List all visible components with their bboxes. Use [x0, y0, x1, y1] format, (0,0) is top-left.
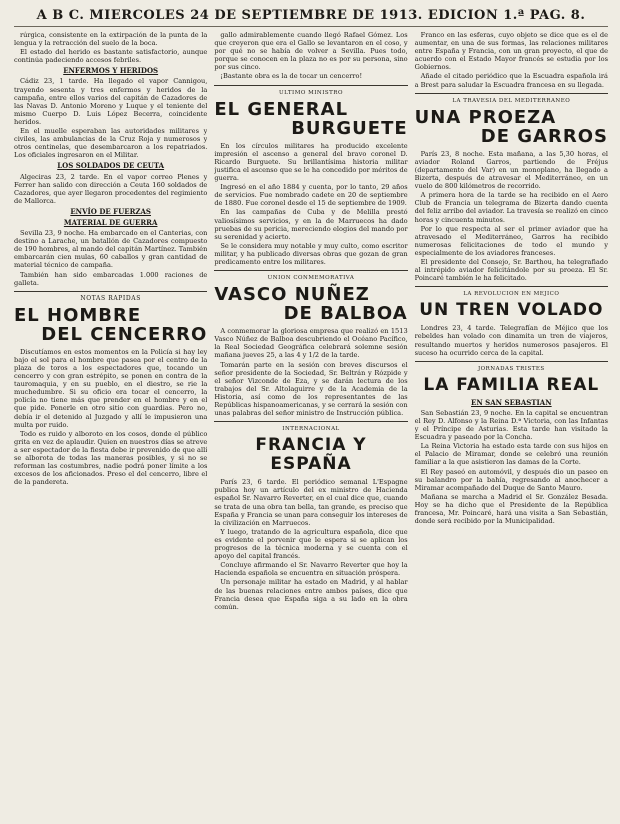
article-text: Por lo que respecta al ser el primer aviador que ha atravesado el Mediterráneo, Garros ha recibido numerosas felicitaciones de todo el mundo y especialmente de los aviadores franceses.: [414, 224, 608, 257]
article-text: rúrgica, consistente en la extirpación de la punta de la lengua y la retracción del suelo de la boca.: [14, 31, 208, 48]
article-text: Londres 23, 4 tarde. Telegrafían de Méjico que los rebeldes han volado con dinamita un tren de viajeros, resultando muertos y heridos numerosos pasajeros. El suceso ha ocurrido cerca de la capital.: [414, 324, 608, 357]
headline-vasco: [214, 285, 407, 323]
headline-francia: FRANCIA Y ESPAÑA: [255, 435, 367, 475]
column-1: [14, 31, 207, 821]
headline-general: [214, 100, 407, 138]
section-label: UNION CONMEMORATIVA: [267, 275, 355, 282]
section-subheading: MATERIAL DE GUERRA: [63, 217, 158, 227]
article-text: Discutíamos en estos momentos en la Policía si hay ley bajo el sol para el hombre que pasea por el centro de la plaza de toros a los espectadores que, tocando un cencerro y con gran estrépito, se ponen en contra de la tauromaquia, y en su pueblo, en el diestro, se rie la muchedumbre. Si su oficio era tocar el cencerro, la policía no tiene más que prender en el hombre y en el que pide. Ponerle en otro sitio con guardias. Pero no, debía ir el detenido al Juzgado y allí le impusieron una multa por ruido.: [14, 347, 208, 429]
section-label: LA REVOLUCION EN MEJICO: [463, 291, 560, 298]
article-text: París 23, 8 noche. Esta mañana, a las 5,30 horas, el aviador Roland Garros, partiendo de Fréjus (departamento del Var) en un monoplano, ha llegado a Bizerta, después de atravesar el Mediterráneo, en un vuelo de 800 kilómetros de recorrido.: [414, 149, 608, 191]
divider: [415, 286, 608, 287]
article-text: Concluye afirmando el Sr. Navarro Reverter que hoy la Hacienda española se encuentra en situación próspera.: [214, 561, 408, 578]
article-text: Franco en las esferas, cuyo objeto se dice que es el de aumentar, en una de sus formas, las relaciones militares entre España y Francia, con un gran proyecto, el que de acuerdo con el Estado Mayor francés se estudia por los Gobiernos.: [414, 31, 608, 72]
article-text: Ingresó en el año 1884 y cuenta, por lo tanto, 29 años de servicios. Fue nombrado cadete en 20 de septiembre de 1880. Fue coronel desde el 15 de septiembre de 1909.: [214, 183, 408, 208]
article-text: San Sebastián 23, 9 noche. En la capital se encuentran el Rey D. Alfonso y la Reina D.ª Victoria, con las Infantas y el Príncipe de Asturias. Esta tarde han visitado la Escuadra y paseado por la Concha.: [414, 408, 608, 442]
divider: [214, 270, 407, 271]
section-heading: LOS SOLDADOS DE CEUTA: [57, 161, 165, 171]
article-text: Y luego, tratando de la agricultura española, dice que es evidente el porvenir que le espera si se aplican los progresos de la técnica moderna y se cuenta con el apoyo del capital francés.: [214, 527, 408, 561]
section-label: INTERNACIONAL: [282, 426, 340, 433]
headline-hombre: [14, 306, 207, 344]
article-text: Cádiz 23, 1 tarde. Ha llegado el vapor Cannigou, trayendo sesenta y tres enfermos y heridos de la campaña, entre ellos varios del capitán de Cazadores de las Navas D. Antonio Moreno y Luque y el teniente del mismo Cuerpo D. Luis López Becerra, coincidente heridos.: [14, 77, 208, 126]
divider: [14, 291, 207, 292]
headline-line: UNA PROEZA: [414, 106, 557, 128]
headline-line: DE GARROS: [480, 125, 608, 147]
article-text: El presidente del Consejo, Sr. Barthou, ha telegrafiado al intrépido aviador felicitándole por su proeza. El Sr. Poincaré también le ha felicitado.: [414, 257, 608, 283]
article-text: También han sido embarcadas 1.000 raciones de galleta.: [14, 270, 208, 287]
article-text: En las campañas de Cuba y de Melilla prestó valiosísimos servicios, y en la de Marruecos ha dado pruebas de su pericia, mereciendo elogios del mando por su serenidad y acierto.: [214, 208, 408, 241]
section-label: ULTIMO MINISTRO: [279, 89, 343, 96]
headline-line: BURGUETE: [291, 117, 408, 139]
section-label: JORNADAS TRISTES: [477, 365, 545, 372]
section-subheading: EN SAN SEBASTIAN: [471, 397, 552, 407]
column-2: [214, 31, 407, 821]
page-masthead: A B C. MIERCOLES 24 DE SEPTIEMBRE DE 1913. EDICION 1.ª PAG. 8.: [14, 6, 608, 27]
article-quote: ¡Bastante obra es la de tocar un cencerro!: [220, 72, 363, 81]
article-text: Mañana se marcha a Madrid el Sr. González Besada. Hoy se ha dicho que el Presidente de la República francesa, Mr. Poincaré, hará una visita a San Sebastián, donde será recibido por la Municipalidad.: [414, 492, 608, 526]
column-3: [415, 31, 608, 821]
article-text: En el muelle esperaban las autoridades militares y civiles, las ambulancias de la Cruz Roja y numerosos y otros centinelas, que desembarcaron a los repatriados. Los oficiales ingresaron en el Militar.: [14, 127, 208, 160]
columns: [14, 31, 608, 821]
headline-proeza: [415, 108, 608, 146]
divider: [415, 93, 608, 94]
headline-tren: UN TREN VOLADO: [419, 300, 604, 321]
article-text: A conmemorar la gloriosa empresa que realizó en 1513 Vasco Núñez de Balboa descubriendo el Océano Pacífico, la Real Sociedad Geográfica celebrará solemne sesión mañana jueves 25, a las 4 y 1/2 de la tarde.: [214, 327, 408, 360]
headline-line: EL GENERAL: [214, 98, 349, 120]
section-label: LA TRAVESIA DEL MEDITERRANEO: [452, 97, 571, 104]
article-text: Sevilla 23, 9 noche. Ha embarcado en el Canterias, con destino a Larache, un batallón de Cazadores compuesto de 190 hombres, al mando del capitán Martínez. También embarcarán cien mulas, 60 caballos y gran cantidad de material técnico de campaña.: [14, 229, 208, 270]
section-heading: ENVÍO DE FUERZAS: [70, 206, 151, 216]
divider: [415, 361, 608, 362]
headline-line: EL HOMBRE: [14, 304, 142, 326]
article-text: El Rey paseó en automóvil, y después dio un paseo en su balandro por la bahía, regresando al anochecer a Miramar acompañado del Duque de Santo Mauro.: [414, 467, 608, 492]
article-text: Añade el citado periódico que la Escuadra española irá a Brest para saludar la Escuadra francesa en su llegada.: [414, 72, 608, 89]
headline-line: DEL CENCERRO: [41, 323, 208, 345]
headline-line: VASCO NUÑEZ: [214, 284, 370, 306]
article-text: A primera hora de la tarde se ha recibido en el Aero Club de Francia un telegrama de Bizerta dando cuenta del feliz arribo del aviador. La travesía se realizó en cinco horas y cincuenta minutos.: [414, 191, 608, 224]
article-text: En los círculos militares ha producido excelente impresión el ascenso a general del bravo coronel D. Ricardo Burguete. Su brillantísima historia militar justifica el ascenso que se le ha concedido por méritos de guerra.: [214, 141, 408, 183]
divider: [214, 421, 407, 422]
article-text: Se le considera muy notable y muy culto, como escritor militar, y ha publicado diversas obras que gozan de gran predicamento entre los militares.: [214, 241, 408, 266]
article-text: El estado del herido es bastante satisfactorio, aunque continúa padeciendo accesos febriles.: [14, 48, 208, 65]
article-text: La Reina Victoria ha estado esta tarde con sus hijos en el Palacio de Miramar, donde se celebró una reunión familiar a la que asistieron las damas de la Corte.: [414, 442, 608, 467]
article-text: Algeciras 23, 2 tarde. En el vapor correo Plenes y Ferrer han salido con dirección a Ceuta 160 soldados de Cazadores, que ayer llegaron procedentes del regimiento de Mallorca.: [14, 172, 208, 205]
headline-line: DE BALBOA: [283, 303, 408, 325]
headline-familia: LA FAMILIA REAL: [423, 374, 600, 395]
section-label: NOTAS RAPIDAS: [80, 294, 141, 302]
article-text: Tomarán parte en la sesión con breves discursos el señor presidente de la Sociedad, Sr. Beltrán y Rózpide y el señor Vizconde de Eza, y se darán lectura de los trabajos del Sr. Altolaguirre y de la Academia de la Historia, así como de los representantes de las Repúblicas hispanoamericanas, y se cerrará la sesión con unas palabras del señor ministro de Instrucción pública.: [214, 360, 408, 418]
article-text: gallo admirablemente cuando llegó Rafael Gómez. Los que creyeron que era el Gallo se levantaron en el coso, y por qué no se había de volver a Sevilla. Pues todo, porque se conocen en la plaza no es por su persona, sino por sus cinco.: [214, 31, 408, 72]
divider: [214, 85, 407, 86]
article-text: París 23, 6 tarde. El periódico semanal L'Espagne publica hoy un artículo del ex ministro de Hacienda español Sr. Navarro Reverter, en el cual dice que, cuando se trata de una obra tan bella, tan grande, es preciso que España y Francia se unan para conseguir los intereses de la civilización en Marruecos.: [214, 478, 408, 527]
article-text: Todo es ruido y alboroto en los cosos, donde el público grita en vez de aplaudir. Quien en nuestros días se atreve a ser espectador de la fiesta debe ir prevenido de que allí se alborota de todas las maneras posibles, y si no se reforman las costumbres, nadie podrá poner límite a los excesos de los aficionados. Preso el del cencerro, libre el de la pandereta.: [14, 429, 208, 487]
article-text: Un personaje militar ha estado en Madrid, y al hablar de las buenas relaciones entre ambos países, dice que Francia desea que España siga a su lado en la obra común.: [214, 578, 408, 611]
section-heading: ENFERMOS Y HERIDOS: [63, 66, 159, 76]
